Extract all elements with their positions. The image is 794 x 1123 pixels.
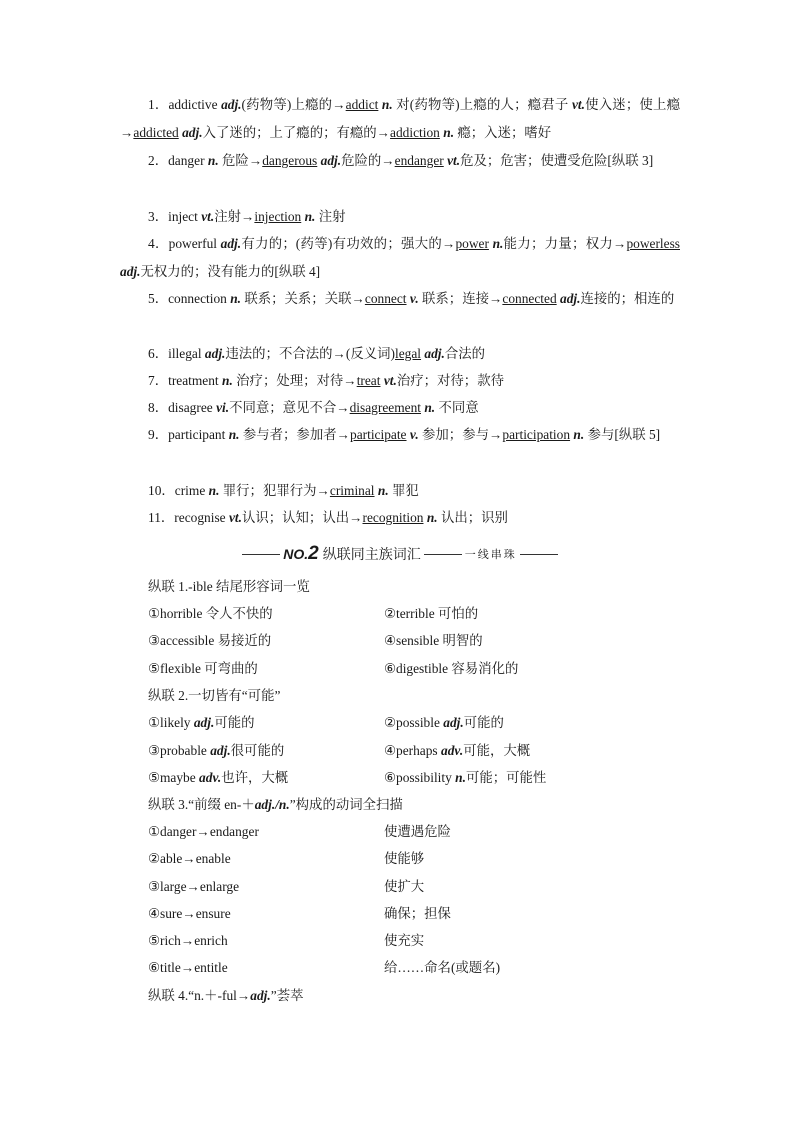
list-item: ⑤maybe adv.也许，大概 ⑥possibility n.可能；可能性 — [148, 770, 547, 785]
section-number: NO.2 — [283, 543, 319, 564]
list-item: ③large→enlarge 使扩大 — [148, 879, 425, 894]
section-header — [120, 543, 680, 565]
group-1-title: 纵联 1.-ible 结尾形容词一览 — [148, 579, 310, 594]
vocab-entry-11: 11．recognise vt.认识；认知；认出→recognition n. 认出；识别 — [148, 510, 508, 525]
list-item: ⑤flexible 可弯曲的 ⑥digestible 容易消化的 — [148, 661, 519, 676]
list-item: ①horrible 令人不快的 ②terrible 可怕的 — [148, 606, 479, 621]
list-item: ⑤rich→enrich 使充实 — [148, 933, 425, 948]
list-item: ④sure→ensure 确保；担保 — [148, 906, 451, 921]
list-item: ③accessible 易接近的 ④sensible 明智的 — [148, 633, 483, 648]
vocab-entry-5: 5．connection n. 联系；关系；关联→connect v. 联系；连接→connected adj.连接的；相连的 — [148, 291, 675, 306]
list-item: ②able→enable 使能够 — [148, 851, 425, 866]
vocab-entry-8: 8．disagree vi.不同意；意见不合→disagreement n. 不同意 — [148, 400, 479, 415]
vocab-entry-9: 9．participant n. 参与者；参加者→participate v. 参加；参与→participation n. 参与[纵联 5] — [148, 427, 661, 442]
vocab-entry-4: 4．powerful adj.有力的；(药等)有功效的；强大的→power n.能力；力量；权力→powerless adj.无权力的；没有能力的[纵联 4] — [120, 236, 680, 279]
group-4-title: 纵联 4.“n.＋-ful→adj.”荟萃 — [148, 988, 304, 1003]
vocab-entry-6: 6．illegal adj.违法的；不合法的→(反义词)legal adj.合法的 — [148, 346, 486, 361]
vocab-entry-7: 7．treatment n. 治疗；处理；对待→treat vt.治疗；对待；款待 — [148, 373, 504, 388]
vocab-entry-10: 10．crime n. 罪行；犯罪行为→criminal n. 罪犯 — [148, 483, 419, 498]
vocab-entry-1: 1．addictive adj.(药物等)上瘾的→addict n. 对(药物等)上瘾的人；瘾君子 vt.使入迷；使上瘾→addicted adj.入了迷的；上了瘾的；有瘾的→addiction n. 瘾；入迷；嗜好 — [120, 97, 680, 140]
list-item: ③probable adj.很可能的 ④perhaps adv.可能，大概 — [148, 743, 531, 758]
section-tail: 一线串珠 — [464, 549, 517, 561]
section-title: 纵联同主族词汇 — [322, 546, 421, 562]
list-item: ⑥title→entitle 给……命名(或题名) — [148, 960, 501, 975]
vocab-entry-2: 2．danger n. 危险→dangerous adj.危险的→endanger vt.危及；危害；使遭受危险[纵联 3] — [148, 153, 654, 168]
list-item: ①likely adj.可能的 ②possible adj.可能的 — [148, 715, 504, 730]
divider — [242, 554, 280, 555]
group-2-title: 纵联 2.一切皆有“可能” — [148, 688, 281, 703]
list-item: ①danger→endanger 使遭遇危险 — [148, 824, 451, 839]
divider — [520, 554, 558, 555]
vocab-entry-3: 3．inject vt.注射→injection n. 注射 — [148, 209, 346, 224]
group-3-title: 纵联 3.“前缀 en-＋adj./n.”构成的动词全扫描 — [148, 797, 403, 812]
divider — [424, 554, 462, 555]
